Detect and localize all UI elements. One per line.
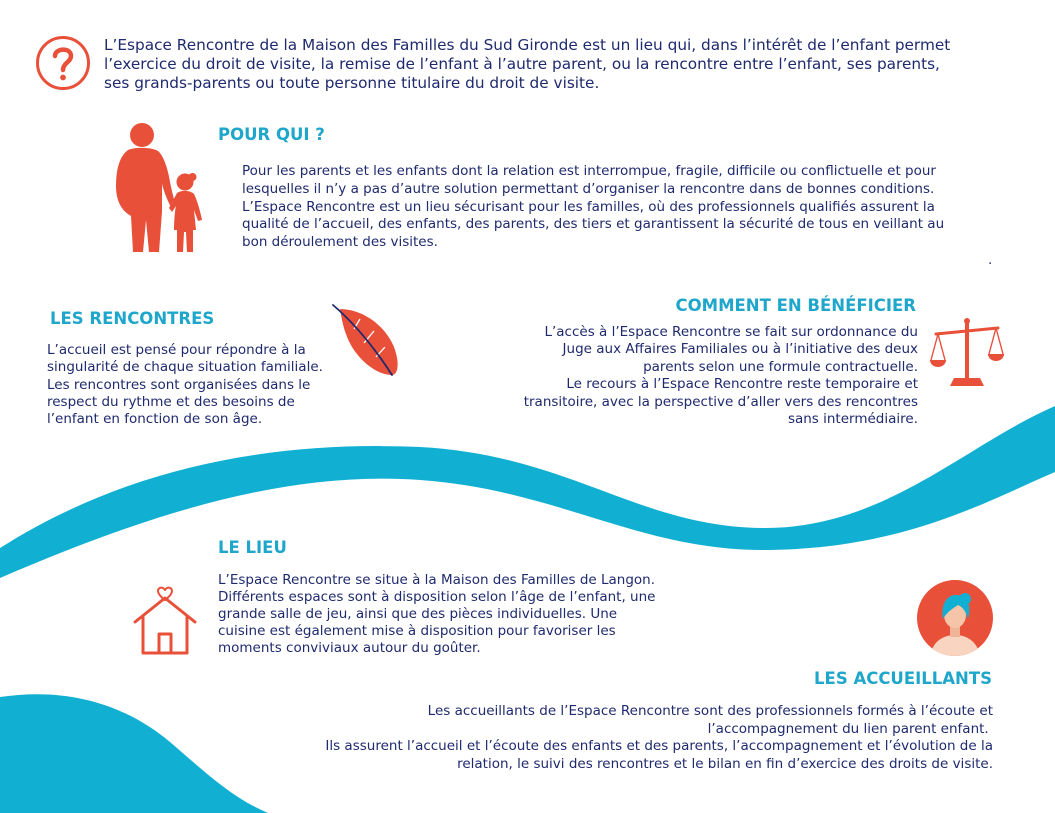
intro-line: l’exercice du droit de visite, la remise de l’enfant à l’autre parent, ou la rencontre entre l’enfant, ses parents, [104, 55, 940, 73]
house-heart-icon [132, 586, 198, 656]
question-circle-icon [35, 35, 91, 91]
beneficier-line: Le recours à l’Espace Rencontre reste temporaire et [566, 376, 918, 393]
accueillants-line: Ils assurent l’accueil et l’écoute des enfants et des parents, l’accompagnement et l’évolution de la [325, 738, 993, 754]
lieu-line: cuisine est également mise à disposition pour favoriser les [218, 623, 616, 639]
pour-qui-text [242, 163, 944, 252]
intro-line: L’Espace Rencontre de la Maison des Familles du Sud Gironde est un lieu qui, dans l’intérêt de l’enfant permet [104, 36, 951, 54]
pour-qui-line: lesquelles il n’y a pas d’autre solution permettant d’organiser la rencontre dans de bonnes conditions. [242, 180, 935, 197]
accueillants-line: relation, le suivi des rencontres et le bilan en fin d’exercice des droits de visite. [457, 755, 993, 772]
beneficier-line: Juge aux Affaires Familiales ou à l’initiative des deux [562, 341, 918, 358]
parent-child-silhouette-icon [112, 120, 207, 255]
accueillants-line: Les accueillants de l’Espace Rencontre sont des professionnels formés à l’écoute et [427, 703, 993, 719]
accueillants-heading: LES ACCUEILLANTS [814, 669, 992, 688]
accueillants-line: l’accompagnement du lien parent enfant. [707, 720, 993, 737]
scale-of-justice-icon [930, 316, 1006, 388]
rencontres-text [47, 342, 323, 428]
rencontres-heading: LES RENCONTRES [50, 309, 215, 328]
beneficier-heading: COMMENT EN BÉNÉFICIER [675, 296, 916, 315]
intro-text [104, 36, 950, 93]
trailing-dot: . [988, 252, 993, 268]
teal-corner-wave [0, 694, 268, 813]
teal-wave-band [0, 406, 1055, 578]
beneficier-text [524, 324, 918, 428]
rencontres-line: L’accueil est pensé pour répondre à la [47, 342, 306, 358]
lieu-heading: LE LIEU [218, 538, 287, 557]
intro-line: ses grands-parents ou toute personne titulaire du droit de visite. [104, 74, 600, 92]
pour-qui-heading: POUR QUI ? [218, 125, 325, 144]
pour-qui-line: L’Espace Rencontre est un lieu sécurisant pour les familles, où des professionnels qualifiés assurent la [242, 198, 935, 215]
accueillants-text [325, 703, 993, 773]
rencontres-line: l’enfant en fonction de son âge. [47, 411, 263, 428]
pour-qui-line: qualité de l’accueil, des enfants, des parents, des tiers et garantissent la sécurité de tous en veillant au [242, 216, 945, 233]
feather-icon [330, 303, 402, 379]
beneficier-line: sans intermédiaire. [787, 411, 918, 428]
lieu-line: Différents espaces sont à disposition selon l’âge de l’enfant, une [218, 589, 656, 605]
lieu-line: grande salle de jeu, ainsi que des pièces individuelles. Une [218, 606, 618, 622]
beneficier-line: parents selon une formule contractuelle. [643, 358, 918, 375]
beneficier-line: transitoire, avec la perspective d’aller vers des rencontres [523, 393, 918, 410]
pour-qui-line: bon déroulement des visites. [242, 234, 438, 251]
beneficier-line: L’accès à l’Espace Rencontre se fait sur ordonnance du [544, 324, 918, 340]
person-avatar-icon [916, 579, 994, 657]
lieu-line: moments conviviaux autour du goûter. [218, 640, 481, 656]
lieu-line: L’Espace Rencontre se situe à la Maison des Familles de Langon. [218, 572, 656, 588]
rencontres-line: respect du rythme et des besoins de [47, 393, 295, 410]
rencontres-line: singularité de chaque situation familiale. [47, 359, 323, 376]
lieu-text [218, 572, 655, 657]
pour-qui-line: Pour les parents et les enfants dont la relation est interrompue, fragile, difficile ou conflictuelle et pour [242, 163, 936, 179]
rencontres-line: Les rencontres sont organisées dans le [47, 376, 311, 393]
